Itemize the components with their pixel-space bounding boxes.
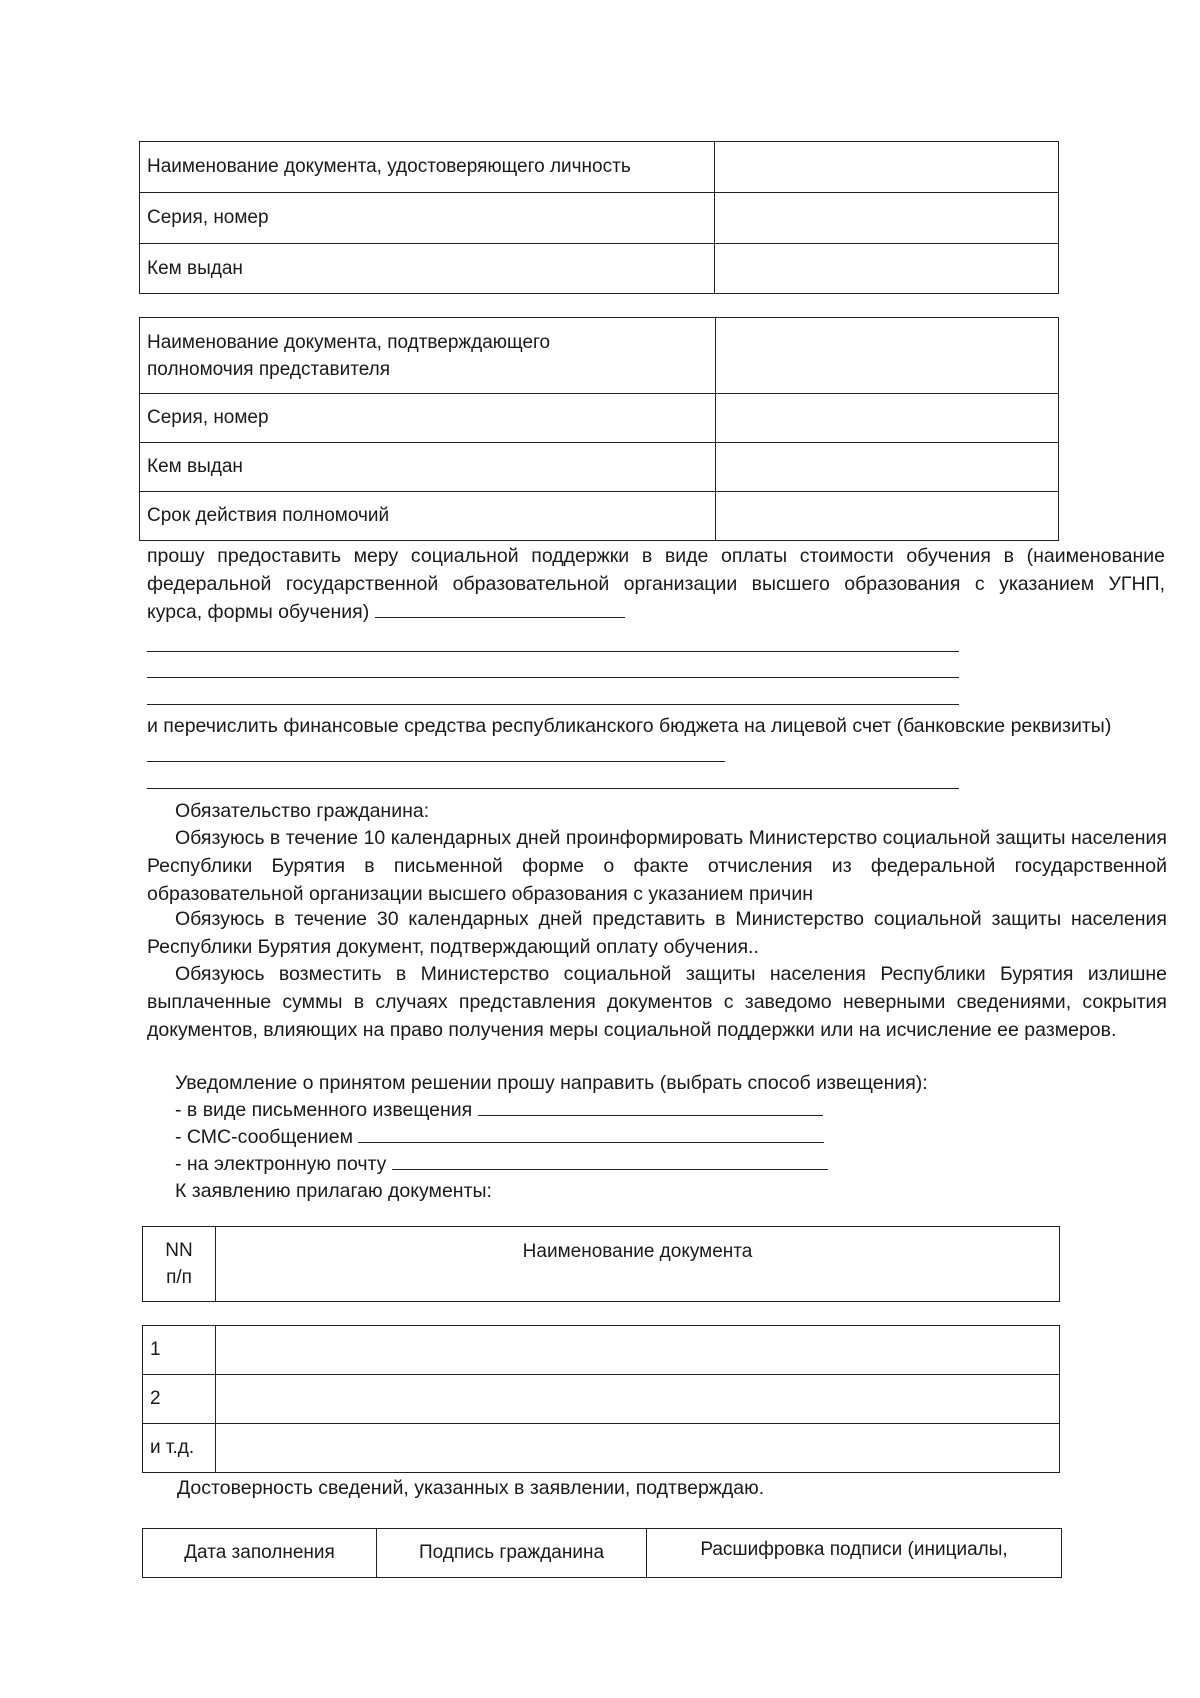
identity-doc-name-label: Наименование документа, удостоверяющего личность [140,142,715,193]
notification-email-field[interactable] [392,1151,828,1170]
representative-series-number-label: Серия, номер [140,394,716,443]
representative-doc-name-line1: Наименование документа, подтверждающего [147,331,551,353]
obligation-heading: Обязательство гражданина: [175,800,430,822]
notification-option-email [175,1150,828,1178]
education-line-2[interactable] [147,651,959,652]
education-institution-field[interactable] [375,599,625,618]
identity-series-number-value[interactable] [715,193,1059,244]
confirmation-text: Достоверность сведений, указанных в заявлении, подтверждаю. [177,1477,765,1499]
citizen-signature-cell[interactable]: Подпись гражданина [377,1529,647,1578]
representative-doc-name-line2: полномочия представителя [147,358,391,380]
attachment-row-1-name[interactable] [216,1326,1060,1375]
authority-validity-label: Срок действия полномочий [140,492,716,541]
representative-document-table [139,317,1059,541]
attachment-row-3-number: и т.д. [143,1424,216,1473]
signature-decoding-cell[interactable]: Расшифровка подписи (инициалы, [647,1529,1062,1578]
request-line-1: прошу предоставить меру социальной поддержки в виде оплаты стоимости обучения в (наименование [147,545,1165,567]
attachments-col-name: Наименование документа [216,1227,1060,1302]
request-line-3 [147,598,1165,626]
representative-series-number-value[interactable] [716,394,1059,443]
identity-series-number-label: Серия, номер [140,193,715,244]
request-line-3-text: курса, формы обучения) [147,601,370,623]
obligation-paragraph-1: Обязуюсь в течение 10 календарных дней проинформировать Министерство социальной защиты населения Республики Бурятия в письменной форме о факте отчисления из федеральной государственной образовательной организации высшего образования с указанием причин [147,827,1167,905]
obligation-paragraph-3: Обязуюсь возместить в Министерство социальной защиты населения Республики Бурятия излишне выплаченные суммы в случаях представления документов с заведомо неверными сведениями, сокрытия документов, влияющих на право получения меры социальной поддержки или на исчисление ее размеров. [147,963,1167,1041]
identity-issued-by-value[interactable] [715,244,1059,294]
notification-option-sms-label: - СМС-сообщением [175,1126,354,1148]
attachment-row-2-number: 2 [143,1375,216,1424]
request-paragraph [147,542,1165,626]
notification-letter-field[interactable] [478,1097,823,1116]
attachments-header-table [142,1226,1060,1302]
signature-table [142,1528,1062,1578]
attachment-row-1-number: 1 [143,1326,216,1375]
education-line-4[interactable] [147,704,959,705]
notification-heading: Уведомление о принятом решении прошу направить (выбрать способ извещения): [175,1072,928,1094]
obligation-paragraph-2: Обязуюсь в течение 30 календарных дней представить в Министерство социальной защиты населения Республики Бурятия документ, подтверждающий оплату обучения.. [147,908,1167,958]
notification-option-letter-label: - в виде письменного извещения [175,1099,473,1121]
identity-document-table [139,141,1059,294]
representative-doc-name-label [140,318,716,394]
attachments-col-number-line2: п/п [166,1267,192,1288]
notification-sms-field[interactable] [358,1124,824,1143]
notification-option-email-label: - на электронную почту [175,1153,387,1175]
identity-issued-by-label: Кем выдан [140,244,715,294]
representative-issued-by-value[interactable] [716,443,1059,492]
attachment-row-2-name[interactable] [216,1375,1060,1424]
authority-validity-value[interactable] [716,492,1059,541]
bank-details-line-1[interactable] [147,761,725,762]
request-line-2: федеральной государственной образовательной организации высшего образования с указанием УГНП, [147,573,1165,595]
representative-issued-by-label: Кем выдан [140,443,716,492]
notification-option-sms [175,1123,824,1151]
date-filled-cell[interactable]: Дата заполнения [143,1529,377,1578]
attachments-col-number [143,1227,216,1302]
identity-doc-name-value[interactable] [715,142,1059,193]
transfer-funds-text: и перечислить финансовые средства республиканского бюджета на лицевой счет (банковские реквизиты) [147,715,1112,737]
notification-option-letter [175,1096,823,1124]
bank-details-line-2[interactable] [147,788,959,789]
attachments-heading: К заявлению прилагаю документы: [175,1180,492,1202]
attachments-table [142,1325,1060,1473]
attachments-col-number-line1: NN [165,1240,193,1261]
representative-doc-name-value[interactable] [716,318,1059,394]
attachment-row-3-name[interactable] [216,1424,1060,1473]
education-line-3[interactable] [147,677,959,678]
